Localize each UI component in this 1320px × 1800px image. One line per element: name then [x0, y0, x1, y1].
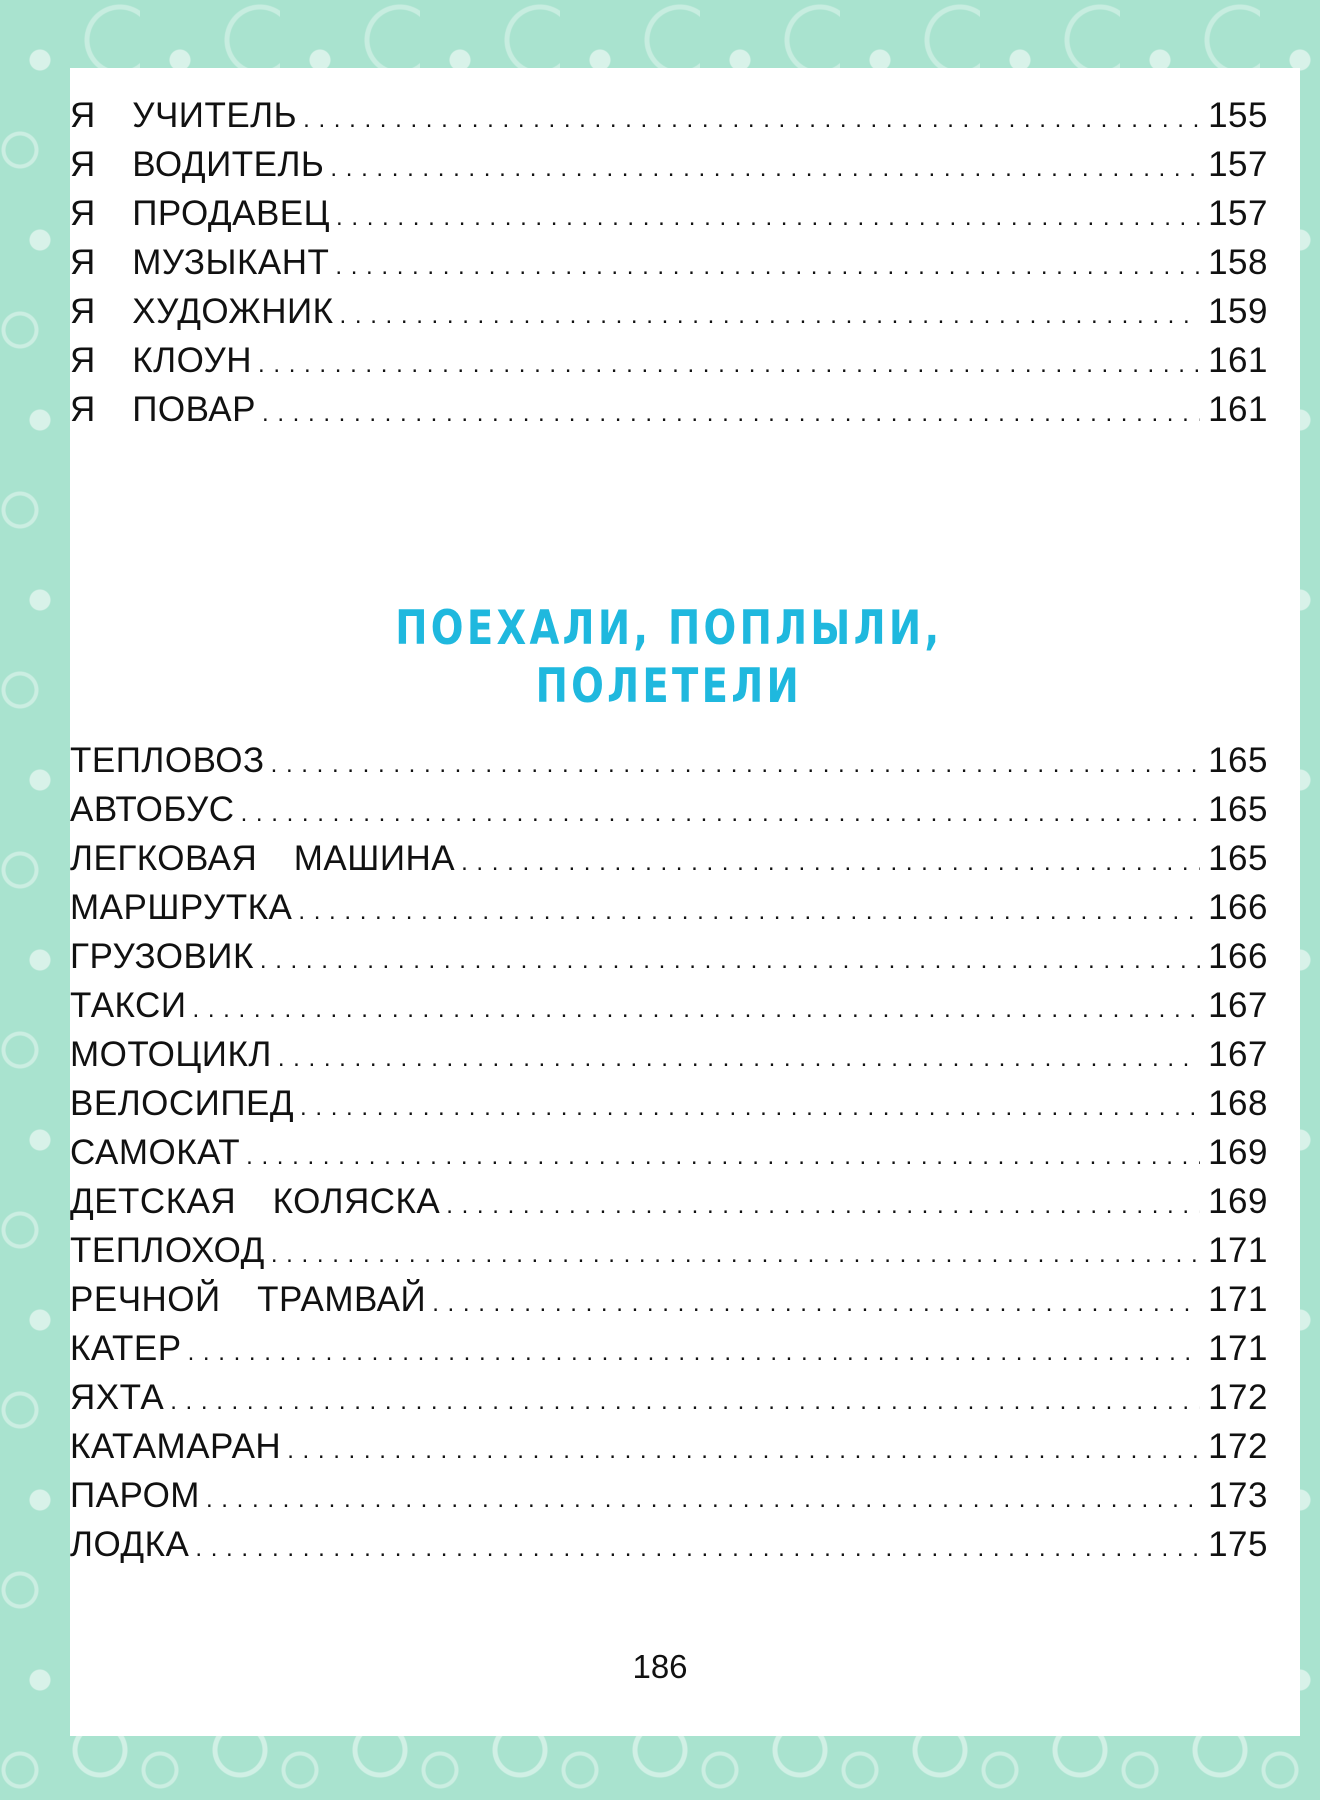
entry-title: Я ВОДИТЕЛЬ — [70, 145, 325, 184]
toc-entry — [70, 96, 1268, 145]
entry-page-number: 157 — [1208, 194, 1268, 233]
dot-leader — [188, 1339, 1200, 1367]
entry-page-number: 165 — [1208, 741, 1268, 780]
entry-title: САМОКАТ — [70, 1133, 241, 1172]
entry-page-number: 158 — [1208, 243, 1268, 282]
toc-entry — [70, 1427, 1268, 1476]
dot-leader — [170, 1388, 1200, 1416]
entry-page-number: 167 — [1208, 986, 1268, 1025]
entry-title: МОТОЦИКЛ — [70, 1035, 272, 1074]
entry-title: ЛЕГКОВАЯ МАШИНА — [70, 839, 456, 878]
entry-title: ДЕТСКАЯ КОЛЯСКА — [70, 1182, 441, 1221]
entry-title: ПАРОМ — [70, 1476, 200, 1515]
entry-page-number: 159 — [1208, 292, 1268, 331]
toc-entry — [70, 741, 1268, 790]
toc-entry — [70, 145, 1268, 194]
entry-page-number: 155 — [1208, 96, 1268, 135]
entry-page-number: 166 — [1208, 888, 1268, 927]
entry-title: ЯХТА — [70, 1378, 165, 1417]
entry-title: ТЕПЛОХОД — [70, 1231, 265, 1270]
toc-entry — [70, 1476, 1268, 1525]
entry-title: МАРШРУТКА — [70, 888, 293, 927]
dot-leader — [432, 1290, 1200, 1318]
entry-title: Я ПОВАР — [70, 390, 256, 429]
entry-page-number: 171 — [1208, 1280, 1268, 1319]
toc-entry — [70, 1280, 1268, 1329]
section-heading — [178, 600, 1160, 716]
toc-entry — [70, 1133, 1268, 1182]
entry-page-number: 171 — [1208, 1231, 1268, 1270]
entry-title: Я МУЗЫКАНТ — [70, 243, 330, 282]
toc-list-professions — [70, 96, 1268, 439]
dot-leader — [241, 800, 1200, 828]
entry-page-number: 171 — [1208, 1329, 1268, 1368]
entry-page-number: 173 — [1208, 1476, 1268, 1515]
dot-leader — [446, 1192, 1200, 1220]
toc-entry — [70, 1525, 1268, 1574]
toc-entry — [70, 888, 1268, 937]
dot-leader — [335, 253, 1200, 281]
entry-title: ВЕЛОСИПЕД — [70, 1084, 295, 1123]
dot-leader — [206, 1486, 1200, 1514]
toc-entry — [70, 1329, 1268, 1378]
dot-leader — [193, 996, 1201, 1024]
toc-entry — [70, 1084, 1268, 1133]
dot-leader — [287, 1437, 1200, 1465]
entry-page-number: 172 — [1208, 1427, 1268, 1466]
entry-title: Я КЛОУН — [70, 341, 253, 380]
entry-title: КАТАМАРАН — [70, 1427, 282, 1466]
toc-entry — [70, 839, 1268, 888]
dot-leader — [246, 1143, 1200, 1171]
toc-entry — [70, 1231, 1268, 1280]
entry-page-number: 157 — [1208, 145, 1268, 184]
toc-entry — [70, 790, 1268, 839]
entry-page-number: 169 — [1208, 1182, 1268, 1221]
entry-page-number: 175 — [1208, 1525, 1268, 1564]
dot-leader — [271, 1241, 1200, 1269]
entry-page-number: 161 — [1208, 390, 1268, 429]
dot-leader — [461, 849, 1200, 877]
entry-title: КАТЕР — [70, 1329, 182, 1368]
entry-title: ЛОДКА — [70, 1525, 190, 1564]
dot-leader — [258, 351, 1200, 379]
entry-title: ГРУЗОВИК — [70, 937, 254, 976]
dot-leader — [260, 947, 1200, 975]
dot-leader — [262, 400, 1200, 428]
dot-leader — [278, 1045, 1200, 1073]
entry-page-number: 172 — [1208, 1378, 1268, 1417]
toc-entry — [70, 986, 1268, 1035]
toc-entry — [70, 1035, 1268, 1084]
entry-title: АВТОБУС — [70, 790, 235, 829]
dot-leader — [195, 1535, 1200, 1563]
entry-page-number: 165 — [1208, 839, 1268, 878]
entry-page-number: 168 — [1208, 1084, 1268, 1123]
entry-title: ТЕПЛОВОЗ — [70, 741, 265, 780]
toc-entry — [70, 341, 1268, 390]
section-heading-line-2: ПОЛЕТЕЛИ — [535, 659, 803, 714]
toc-entry — [70, 1378, 1268, 1427]
entry-page-number: 161 — [1208, 341, 1268, 380]
entry-page-number: 167 — [1208, 1035, 1268, 1074]
entry-title: Я ПРОДАВЕЦ — [70, 194, 331, 233]
section-heading-line-1: ПОЕХАЛИ, ПОПЛЫЛИ, — [395, 601, 943, 656]
entry-title: ТАКСИ — [70, 986, 187, 1025]
dot-leader — [340, 302, 1200, 330]
entry-title: Я ХУДОЖНИК — [70, 292, 334, 331]
toc-entry — [70, 937, 1268, 986]
toc-entry — [70, 292, 1268, 341]
toc-entry — [70, 1182, 1268, 1231]
toc-entry — [70, 243, 1268, 292]
entry-page-number: 169 — [1208, 1133, 1268, 1172]
toc-entry — [70, 390, 1268, 439]
entry-page-number: 166 — [1208, 937, 1268, 976]
entry-title: РЕЧНОЙ ТРАМВАЙ — [70, 1280, 427, 1319]
dot-leader — [271, 751, 1200, 779]
dot-leader — [303, 106, 1200, 134]
page-number: 186 — [632, 1648, 688, 1685]
toc-list-transport — [70, 741, 1268, 1574]
dot-leader — [336, 204, 1200, 232]
entry-page-number: 165 — [1208, 790, 1268, 829]
dot-leader — [300, 1094, 1200, 1122]
toc-entry — [70, 194, 1268, 243]
dot-leader — [298, 898, 1200, 926]
entry-title: Я УЧИТЕЛЬ — [70, 96, 298, 135]
dot-leader — [330, 155, 1200, 183]
